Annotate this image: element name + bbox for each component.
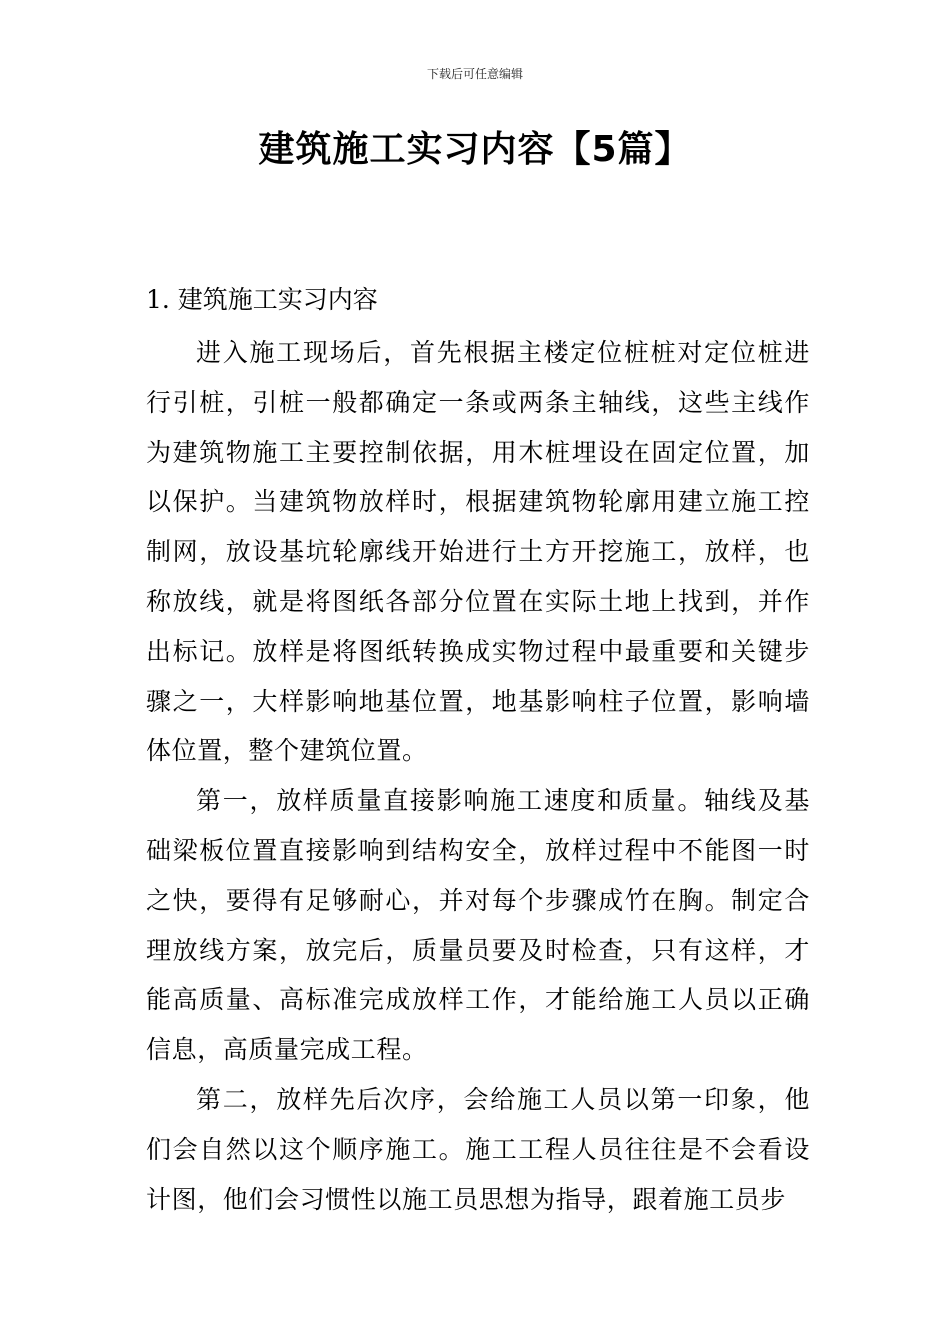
paragraph-1: 进入施工现场后，首先根据主楼定位桩桩对定位桩进行引桩，引桩一般都确定一条或两条主轴线，这些主线作为建筑物施工主要控制依据，用木桩埋设在固定位置，加以保护。当建筑物放样时，根据建筑物轮廓用建立施工控制网，放设基坑轮廓线开始进行土方开挖施工，放样，也称放线，就是将图纸各部分位置在实际土地上找到，并作出标记。放样是将图纸转换成实物过程中最重要和关键步骤之一，大样影响地基位置，地基影响柱子位置，影响墙体位置，整个建筑位置。 — [146, 338, 810, 766]
header-note: 下载后可任意编辑 — [426, 67, 523, 81]
section-body — [146, 328, 810, 1224]
section-heading: 1. 建筑施工实习内容 — [146, 285, 378, 314]
paragraph-3: 第二，放样先后次序，会给施工人员以第一印象，他们会自然以这个顺序施工。施工工程人员往往是不会看设计图，他们会习惯性以施工员思想为指导，跟着施工员步 — [146, 1084, 810, 1214]
paragraph-2: 第一，放样质量直接影响施工速度和质量。轴线及基础梁板位置直接影响到结构安全，放样过程中不能图一时之快，要得有足够耐心，并对每个步骤成竹在胸。制定合理放线方案，放完后，质量员要及时检查，只有这样，才能高质量、高标准完成放样工作，才能给施工人员以正确信息，高质量完成工程。 — [146, 786, 810, 1065]
document-title: 建筑施工实习内容【5篇】 — [258, 129, 692, 170]
